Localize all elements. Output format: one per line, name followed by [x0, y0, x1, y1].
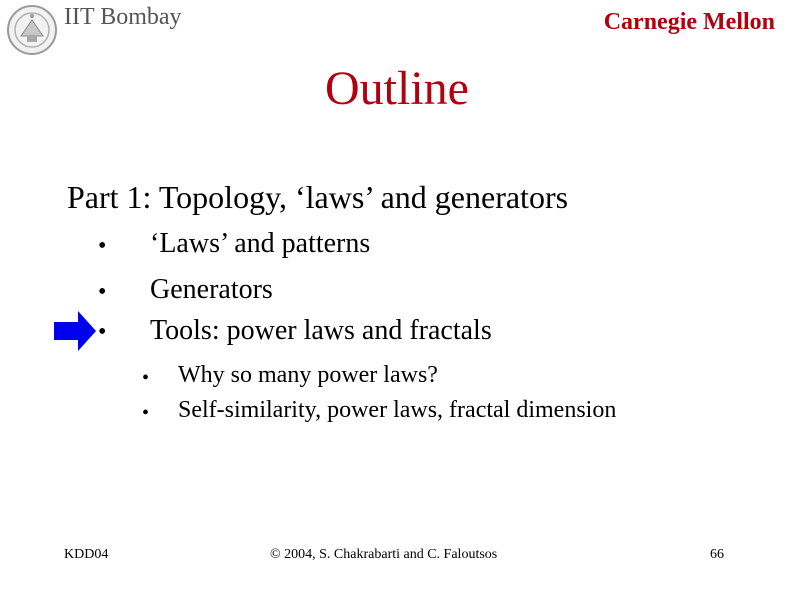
- sub-bullet-marker: •: [142, 367, 150, 389]
- page-number: 66: [710, 547, 724, 562]
- institute-seal-icon: [6, 4, 58, 56]
- footer-conference: KDD04: [64, 547, 109, 562]
- outline-subitem-self-similarity: Self-similarity, power laws, fractal dimension: [178, 397, 617, 423]
- carnegie-mellon-label: Carnegie Mellon: [603, 9, 775, 35]
- outline-subitem-why-power-laws: Why so many power laws?: [178, 362, 438, 388]
- arrow-right-icon: [52, 308, 98, 354]
- sub-bullet-marker: •: [142, 402, 150, 424]
- outline-item-laws-and-patterns: ‘Laws’ and patterns: [150, 228, 371, 259]
- iit-bombay-label: IIT Bombay: [64, 4, 182, 30]
- slide-title: Outline: [325, 62, 469, 115]
- outline-item-tools: Tools: power laws and fractals: [150, 315, 492, 346]
- footer-copyright: © 2004, S. Chakrabarti and C. Faloutsos: [270, 547, 498, 562]
- bullet-marker: •: [98, 233, 107, 259]
- section-heading: Part 1: Topology, ‘laws’ and generators: [67, 179, 569, 215]
- bullet-marker: •: [98, 319, 107, 345]
- bullet-marker: •: [98, 279, 107, 305]
- outline-item-generators: Generators: [150, 274, 273, 305]
